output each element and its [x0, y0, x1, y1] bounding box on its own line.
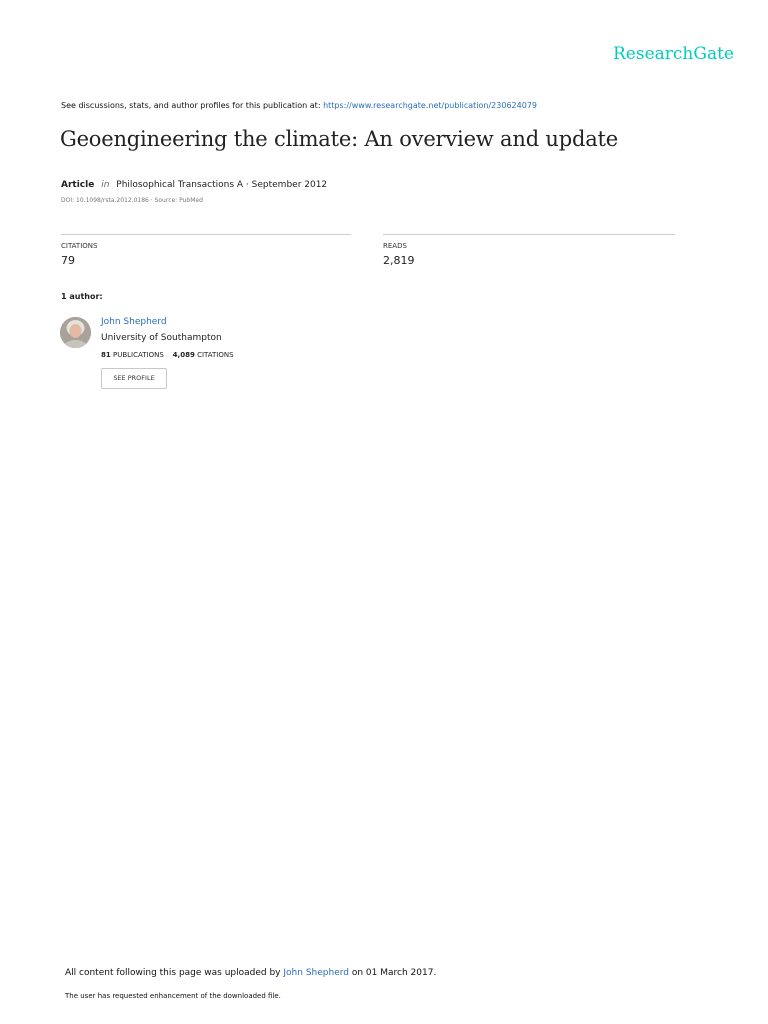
- citations-divider: [61, 234, 351, 235]
- profile-notice: [61, 101, 537, 110]
- upload-notice: [65, 968, 436, 978]
- publication-meta: [61, 180, 327, 190]
- enhancement-note: The user has requested enhancement of the downloaded file.: [65, 992, 281, 1000]
- author-avatar[interactable]: [60, 317, 91, 348]
- see-profile-button[interactable]: SEE PROFILE: [101, 368, 167, 389]
- upload-suffix: on 01 March 2017.: [351, 968, 437, 978]
- author-publications-count: 81: [101, 351, 111, 359]
- publication-url-link[interactable]: https://www.researchgate.net/publication/230624079: [323, 101, 537, 110]
- in-label: in: [101, 180, 110, 190]
- publication-title: Geoengineering the climate: An overview and update: [60, 127, 619, 151]
- publication-type: Article: [61, 180, 95, 190]
- citations-count: 79: [61, 254, 75, 267]
- reads-count: 2,819: [383, 254, 415, 267]
- profile-notice-text: See discussions, stats, and author profiles for this publication at:: [61, 101, 321, 110]
- reads-label: READS: [383, 242, 407, 250]
- journal-date: Philosophical Transactions A · September 2012: [116, 180, 328, 190]
- doi-source: DOI: 10.1098/rsta.2012.0186 · Source: PubMed: [61, 197, 203, 204]
- author-name-link[interactable]: John Shepherd: [101, 317, 167, 327]
- upload-prefix: All content following this page was uploaded by: [65, 968, 281, 978]
- uploader-link[interactable]: John Shepherd: [283, 968, 349, 978]
- reads-divider: [383, 234, 675, 235]
- author-stats: [101, 351, 234, 359]
- person-photo-icon: [60, 317, 91, 348]
- author-publications-label: PUBLICATIONS: [112, 351, 164, 359]
- author-citations-count: 4,089: [172, 351, 195, 359]
- authors-heading: 1 author:: [61, 292, 103, 301]
- researchgate-logo[interactable]: ResearchGate: [613, 44, 734, 64]
- author-citations-label: CITATIONS: [197, 351, 234, 359]
- author-institution: University of Southampton: [101, 333, 222, 343]
- citations-label: CITATIONS: [61, 242, 98, 250]
